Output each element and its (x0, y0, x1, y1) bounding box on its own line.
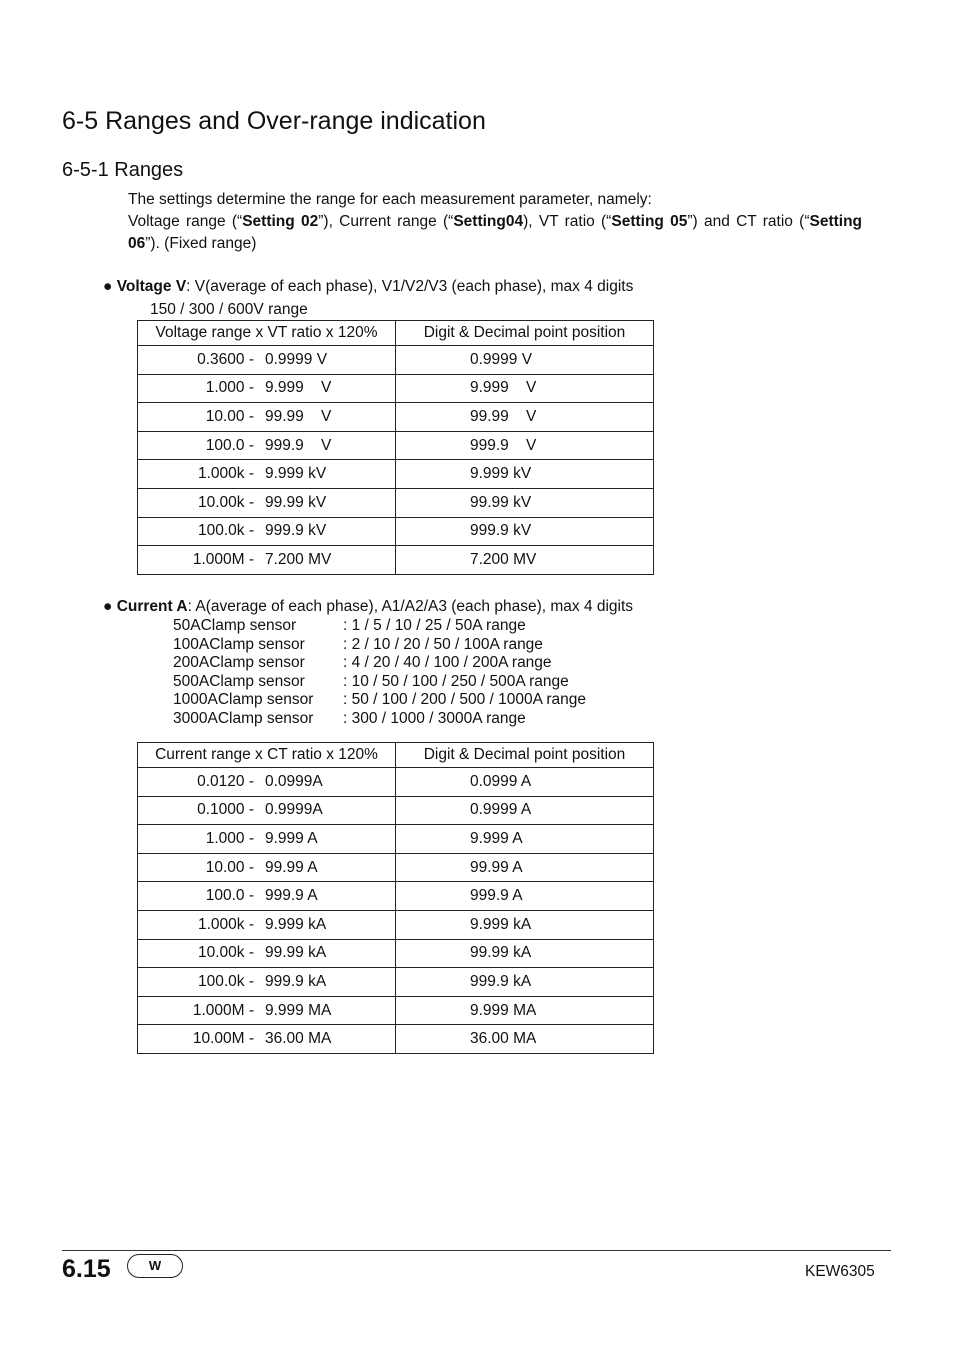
range-high: 9.999 kA (265, 915, 327, 933)
model-name: KEW6305 (805, 1263, 875, 1280)
current-table-body (138, 768, 654, 1054)
range-value (138, 522, 395, 540)
range-value (138, 801, 395, 819)
range-high: 99.99 kA (265, 944, 327, 962)
range-high: 36.00 MA (265, 1030, 332, 1048)
sensor-name: 3000AClamp sensor (173, 709, 314, 727)
range-value (138, 351, 395, 369)
digit-cell: 99.99 A (396, 853, 654, 882)
range-cell (138, 1025, 396, 1054)
footer-divider (62, 1250, 891, 1251)
range-low: 10.00 - (205, 858, 254, 876)
subsection-heading: 6-5-1 Ranges (62, 159, 184, 181)
range-value (138, 859, 395, 877)
range-value (138, 494, 395, 512)
table-row (138, 996, 654, 1025)
bullet-icon: ● (103, 598, 113, 615)
setting-06-ref: Setting 06 (128, 213, 863, 252)
digit-cell: 7.200 MV (396, 546, 654, 575)
voltage-col-digit-header: Digit & Decimal point position (396, 321, 654, 346)
range-low: 1.000k - (197, 465, 254, 483)
current-range-table (137, 742, 654, 1054)
voltage-label: Voltage V (116, 278, 187, 295)
sensor-item (173, 617, 586, 636)
range-low: 1.000M - (192, 550, 254, 568)
range-low: 10.00M - (192, 1030, 254, 1048)
setting-05-ref: Setting 05 (611, 213, 688, 230)
digit-cell: 999.9 kA (396, 968, 654, 997)
range-cell (138, 546, 396, 575)
sensor-name: 500AClamp sensor (173, 672, 305, 690)
range-high: 999.9 kA (265, 972, 327, 990)
range-cell (138, 968, 396, 997)
sensor-range: : 2 / 10 / 20 / 50 / 100A range (343, 635, 543, 653)
digit-cell: 9.999 kV (396, 460, 654, 489)
range-cell (138, 488, 396, 517)
sensor-item (173, 710, 586, 729)
range-cell (138, 374, 396, 403)
range-cell (138, 996, 396, 1025)
range-high: 99.99 V (265, 407, 332, 425)
intro-text-3: ), VT ratio (“ (523, 213, 612, 230)
range-low: 10.00k - (197, 493, 254, 511)
range-cell (138, 517, 396, 546)
range-low: 100.0k - (197, 972, 254, 990)
sensor-item (173, 673, 586, 692)
range-cell (138, 910, 396, 939)
range-high: 999.9 A (265, 887, 318, 905)
sensor-item (173, 654, 586, 673)
sensor-name: 50AClamp sensor (173, 617, 297, 634)
range-low: 100.0 - (205, 436, 254, 454)
table-row (138, 796, 654, 825)
range-cell (138, 825, 396, 854)
sensor-name: 100AClamp sensor (173, 635, 305, 653)
table-row (138, 939, 654, 968)
section-heading: 6-5 Ranges and Over-range indication (62, 107, 486, 135)
voltage-range-table (137, 320, 654, 575)
current-col-range-header: Current range x CT ratio x 120% (138, 743, 396, 768)
intro-text-4: ”) and CT ratio (“ (687, 213, 810, 230)
range-high: 7.200 MV (265, 550, 332, 568)
digit-cell: 999.9 A (396, 882, 654, 911)
range-value (138, 408, 395, 426)
digit-cell: 9.999 kA (396, 910, 654, 939)
range-cell (138, 403, 396, 432)
intro-text-2: ”), Current range (“ (318, 213, 454, 230)
sensor-name: 200AClamp sensor (173, 654, 305, 672)
digit-cell: 99.99 kV (396, 488, 654, 517)
range-high: 9.999 MA (265, 1001, 332, 1019)
range-low: 0.0120 - (197, 772, 254, 790)
range-value (138, 1002, 395, 1020)
clamp-sensor-list (173, 617, 586, 729)
digit-cell: 99.99 kA (396, 939, 654, 968)
sensor-range: : 10 / 50 / 100 / 250 / 500A range (343, 672, 569, 690)
table-row (138, 346, 654, 375)
digit-cell: 36.00 MA (396, 1025, 654, 1054)
table-row (138, 431, 654, 460)
range-high: 9.999 A (265, 829, 318, 847)
range-cell (138, 768, 396, 797)
digit-cell: 99.99 V (396, 403, 654, 432)
intro-text-1: Voltage range (“ (128, 213, 243, 230)
intro-line-2 (128, 211, 862, 255)
digit-cell: 999.9 V (396, 431, 654, 460)
table-row (138, 488, 654, 517)
range-low: 0.1000 - (197, 801, 254, 819)
range-value (138, 944, 395, 962)
sensor-item (173, 691, 586, 710)
sensor-item (173, 636, 586, 655)
range-value (138, 465, 395, 483)
table-row (138, 882, 654, 911)
table-row (138, 374, 654, 403)
digit-cell: 0.9999 A (396, 796, 654, 825)
table-row (138, 517, 654, 546)
sensor-name: 1000AClamp sensor (173, 691, 314, 709)
table-row (138, 1025, 654, 1054)
range-value (138, 973, 395, 991)
range-low: 10.00k - (197, 944, 254, 962)
range-low: 1.000k - (197, 915, 254, 933)
range-high: 0.9999 V (265, 350, 328, 368)
range-cell (138, 939, 396, 968)
sensor-range: : 4 / 20 / 40 / 100 / 200A range (343, 654, 552, 672)
range-high: 0.9999A (265, 801, 323, 819)
current-label: Current A (116, 598, 188, 615)
current-col-digit-header: Digit & Decimal point position (396, 743, 654, 768)
table-row (138, 460, 654, 489)
table-row (138, 546, 654, 575)
range-high: 9.999 kV (265, 465, 327, 483)
digit-cell: 999.9 kV (396, 517, 654, 546)
range-low: 100.0 - (205, 887, 254, 905)
range-value (138, 551, 395, 569)
range-value (138, 830, 395, 848)
sensor-range: : 300 / 1000 / 3000A range (343, 709, 526, 727)
digit-cell: 9.999 V (396, 374, 654, 403)
table-row (138, 968, 654, 997)
range-low: 0.3600 - (197, 350, 254, 368)
range-value (138, 773, 395, 791)
range-cell (138, 431, 396, 460)
range-low: 10.00 - (205, 407, 254, 425)
voltage-bullet (103, 277, 633, 297)
range-cell (138, 882, 396, 911)
range-low: 100.0k - (197, 522, 254, 540)
w-badge: W (127, 1254, 183, 1278)
digit-cell: 9.999 MA (396, 996, 654, 1025)
range-cell (138, 796, 396, 825)
sensor-range: : 1 / 5 / 10 / 25 / 50A range (343, 617, 526, 634)
range-high: 0.0999A (265, 772, 323, 790)
table-header-row (138, 743, 654, 768)
range-cell (138, 346, 396, 375)
intro-line-1: The settings determine the range for each measurement parameter, namely: (128, 191, 652, 208)
current-desc: : A(average of each phase), A1/A2/A3 (each phase), max 4 digits (187, 598, 634, 615)
range-low: 1.000M - (192, 1001, 254, 1019)
digit-cell: 0.0999 A (396, 768, 654, 797)
intro-text-5: ”). (Fixed range) (145, 235, 257, 252)
voltage-desc: : V(average of each phase), V1/V2/V3 (each phase), max 4 digits (186, 278, 634, 295)
range-value (138, 379, 395, 397)
range-value (138, 916, 395, 934)
table-row (138, 768, 654, 797)
digit-cell: 0.9999 V (396, 346, 654, 375)
range-high: 99.99 kV (265, 493, 327, 511)
setting-02-ref: Setting 02 (242, 213, 319, 230)
range-value (138, 437, 395, 455)
range-high: 999.9 kV (265, 522, 327, 540)
table-row (138, 825, 654, 854)
table-row (138, 910, 654, 939)
range-value (138, 1030, 395, 1048)
current-bullet (103, 597, 633, 617)
range-high: 999.9 V (265, 436, 332, 454)
table-row (138, 853, 654, 882)
range-low: 1.000 - (205, 829, 254, 847)
table-header-row (138, 321, 654, 346)
table-row (138, 403, 654, 432)
range-cell (138, 853, 396, 882)
voltage-col-range-header: Voltage range x VT ratio x 120% (138, 321, 396, 346)
range-high: 9.999 V (265, 379, 332, 397)
page-number: 6.15 (62, 1255, 111, 1283)
range-low: 1.000 - (205, 379, 254, 397)
sensor-range: : 50 / 100 / 200 / 500 / 1000A range (343, 691, 587, 709)
setting-04-ref: Setting04 (453, 213, 524, 230)
range-cell (138, 460, 396, 489)
digit-cell: 9.999 A (396, 825, 654, 854)
bullet-icon: ● (103, 278, 113, 295)
range-high: 99.99 A (265, 858, 318, 876)
voltage-range-subtitle: 150 / 300 / 600V range (150, 301, 308, 318)
voltage-table-body (138, 346, 654, 575)
range-value (138, 887, 395, 905)
